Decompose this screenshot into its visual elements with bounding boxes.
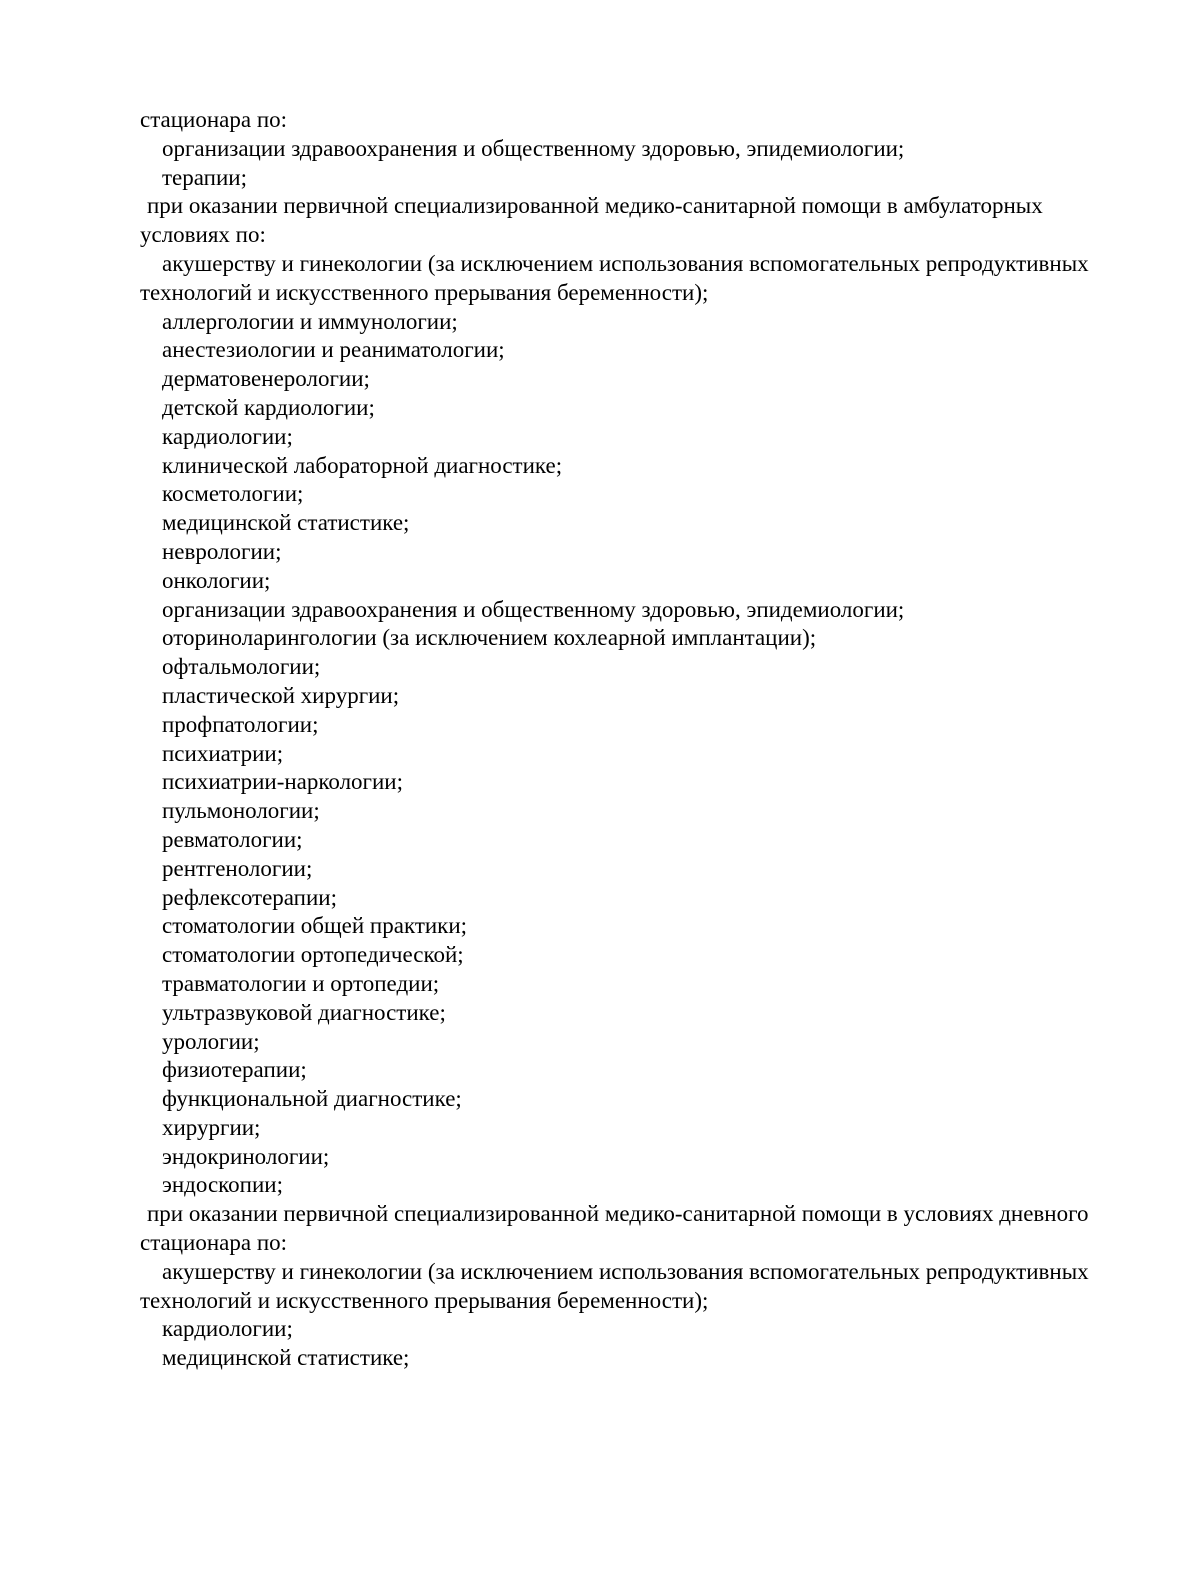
text-line: медицинской статистике; (162, 510, 410, 536)
text-line: организации здравоохранения и общественному здоровью, эпидемиологии; (162, 596, 905, 622)
text-line: аллергологии и иммунологии; (162, 308, 458, 334)
text-line: дерматовенерологии; (162, 366, 370, 392)
text-line: клинической лабораторной диагностике; (162, 452, 563, 478)
text-line: технологий и искусственного прерывания беременности); (140, 279, 709, 305)
text-line: стоматологии общей практики; (162, 913, 468, 939)
text-line: стационара по: (140, 1230, 288, 1256)
text-line: рефлексотерапии; (162, 884, 337, 910)
text-line: пластической хирургии; (162, 682, 400, 708)
text-line: психиатрии-наркологии; (162, 769, 403, 795)
text-line: стоматологии ортопедической; (162, 942, 464, 968)
text-line: физиотерапии; (162, 1057, 307, 1083)
text-line: рентгенологии; (162, 855, 313, 881)
text-line: психиатрии; (162, 740, 284, 766)
license-specialties-text (140, 106, 1140, 1373)
text-line: организации здравоохранения и общественному здоровью, эпидемиологии; (162, 135, 905, 161)
text-line: кардиологии; (162, 1316, 293, 1342)
text-line: онкологии; (162, 567, 271, 593)
text-line: медицинской статистике; (162, 1345, 410, 1371)
text-line: терапии; (162, 164, 247, 190)
text-line: эндоскопии; (162, 1172, 283, 1198)
text-line: хирургии; (162, 1114, 261, 1140)
text-line: функциональной диагностике; (162, 1086, 462, 1112)
text-line: офтальмологии; (162, 654, 321, 680)
text-line: неврологии; (162, 538, 282, 564)
text-line: профпатологии; (162, 711, 319, 737)
text-line: косметологии; (162, 481, 304, 507)
text-line: травматологии и ортопедии; (162, 970, 440, 996)
text-line: при оказании первичной специализированной медико-санитарной помощи в условиях дневного (147, 1201, 1089, 1227)
text-line: анестезиологии и реаниматологии; (162, 337, 505, 363)
text-line: эндокринологии; (162, 1143, 330, 1169)
text-line: акушерству и гинекологии (за исключением использования вспомогательных репродуктивных (162, 250, 1089, 276)
text-line: урологии; (162, 1028, 260, 1054)
text-line: ревматологии; (162, 826, 303, 852)
text-line: при оказании первичной специализированной медико-санитарной помощи в амбулаторных (147, 193, 1043, 219)
text-line: условиях по: (140, 222, 266, 248)
text-line: ультразвуковой диагностике; (162, 999, 446, 1025)
text-line: оториноларингологии (за исключением кохлеарной имплантации); (162, 625, 817, 651)
text-line: стационара по: (140, 107, 288, 132)
text-line: детской кардиологии; (162, 394, 375, 420)
text-line: пульмонологии; (162, 798, 320, 824)
text-line: акушерству и гинекологии (за исключением использования вспомогательных репродуктивных (162, 1258, 1089, 1284)
text-line: технологий и искусственного прерывания беременности); (140, 1287, 709, 1313)
text-line: кардиологии; (162, 423, 293, 449)
